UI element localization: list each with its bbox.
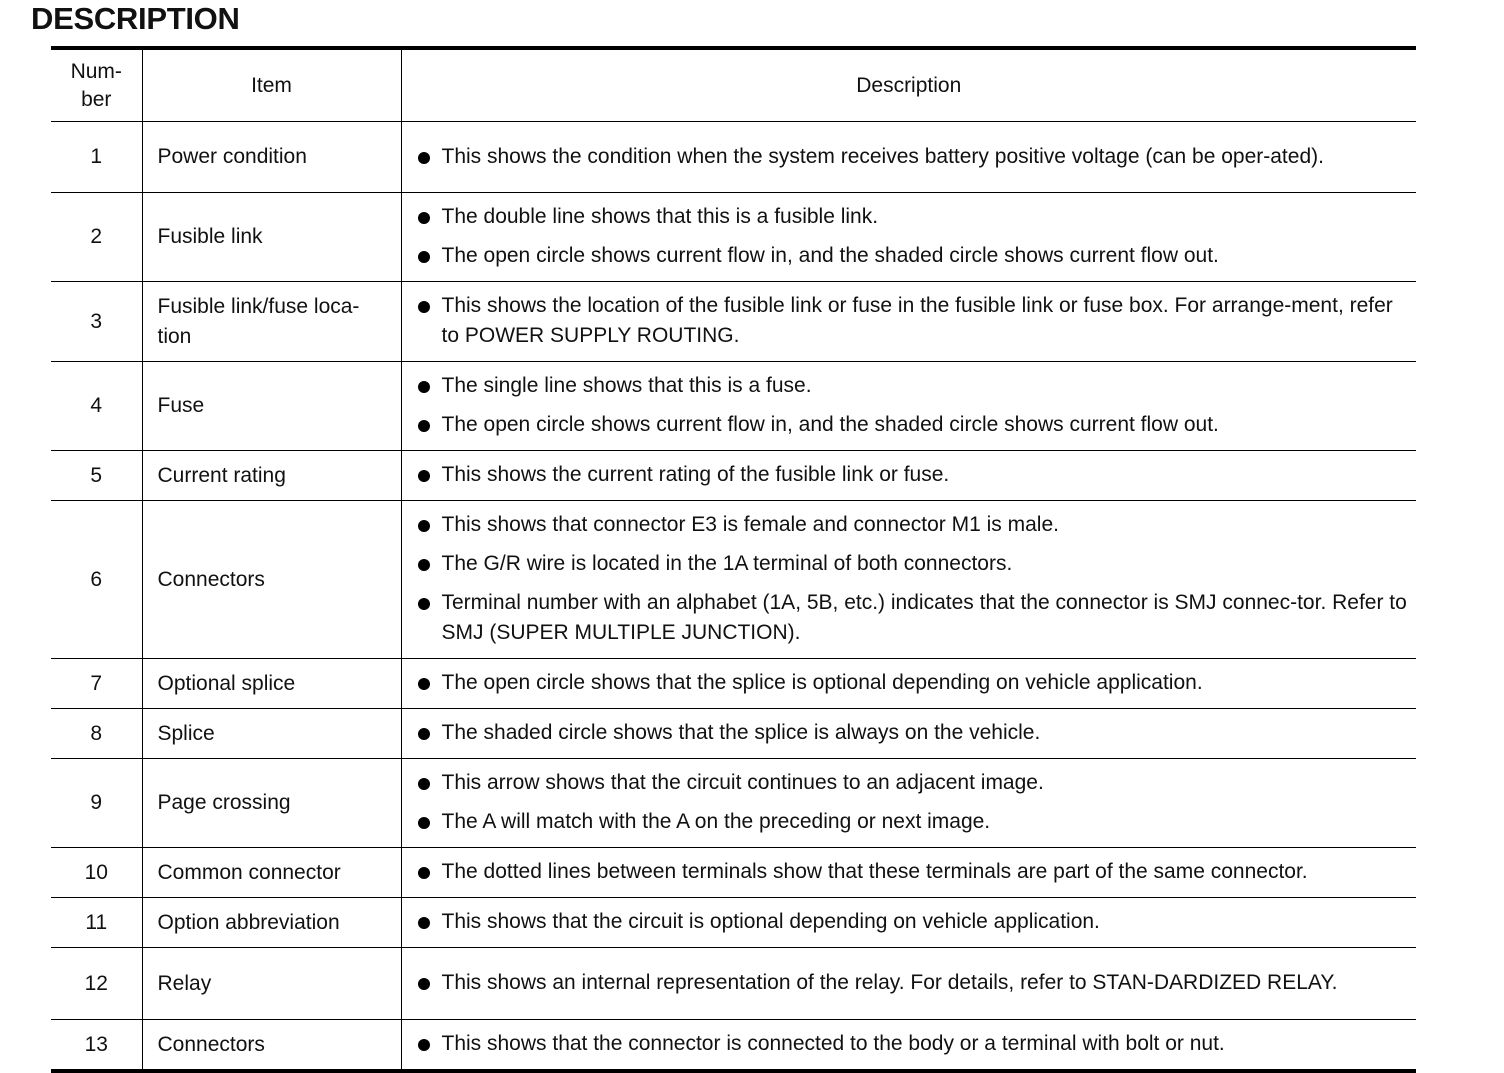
bullet-item [418,668,1409,698]
table-row [51,709,1416,759]
row-number: 13 [51,1020,142,1072]
row-number: 9 [51,759,142,848]
bullet-list [418,968,1409,998]
description-table [51,46,1416,1073]
bullet-list [418,371,1409,440]
bullet-text: The dotted lines between terminals show that these terminals are part of the same connector. [441,860,1308,883]
table-row [51,451,1416,501]
bullet-list [418,907,1409,937]
row-number: 12 [51,948,142,1020]
row-item: Page crossing [142,759,401,848]
header-number-label: Num- ber [70,59,122,111]
header-description: Description [401,48,1416,122]
bullet-dot-icon [418,520,430,532]
row-description [401,948,1416,1020]
bullet-dot-icon [418,728,430,740]
bullet-dot-icon [418,420,430,432]
row-description [401,1020,1416,1072]
row-number: 7 [51,659,142,709]
bullet-item [418,510,1409,540]
table-row [51,898,1416,948]
row-item: Fuse [142,362,401,451]
bullet-text: This shows that the circuit is optional depending on vehicle application. [441,910,1100,933]
table-row [51,362,1416,451]
bullet-dot-icon [418,212,430,224]
row-description [401,451,1416,501]
bullet-dot-icon [418,559,430,571]
row-item: Power condition [142,122,401,193]
row-number: 6 [51,501,142,659]
description-table-container [51,46,1416,1073]
bullet-dot-icon [418,470,430,482]
table-row [51,659,1416,709]
bullet-text: This shows an internal representation of the relay. For details, refer to STAN-DARDIZED RELAY. [441,971,1338,994]
bullet-text: The double line shows that this is a fusible link. [441,205,879,228]
table-row [51,848,1416,898]
page-title: DESCRIPTION [31,1,240,36]
bullet-item [418,291,1409,351]
bullet-item [418,857,1409,887]
bullet-text: The open circle shows current flow in, and the shaded circle shows current flow out. [441,413,1219,436]
bullet-text: This shows the condition when the system receives battery positive voltage (can be oper-ated). [441,144,1324,168]
bullet-text: The single line shows that this is a fuse. [441,374,812,397]
row-item: Relay [142,948,401,1020]
row-description [401,848,1416,898]
bullet-item [418,241,1409,271]
header-item: Item [142,48,401,122]
row-number: 8 [51,709,142,759]
bullet-text: This shows the location of the fusible link or fuse in the fusible link or fuse box. For arrange-ment, refer to POWER SUPPLY ROUTING. [441,294,1393,347]
bullet-item [418,142,1409,172]
bullet-dot-icon [418,1039,430,1051]
bullet-text: The G/R wire is located in the 1A terminal of both connectors. [441,552,1013,575]
row-number: 11 [51,898,142,948]
table-body [51,122,1416,1072]
bullet-list [418,1029,1409,1059]
row-description [401,362,1416,451]
row-description [401,898,1416,948]
bullet-text: Terminal number with an alphabet (1A, 5B, etc.) indicates that the connector is SMJ connec-tor. Refer to SMJ (SUPER MULTIPLE JUNCTION). [441,591,1407,644]
bullet-dot-icon [418,978,430,990]
row-item: Common connector [142,848,401,898]
bullet-list [418,291,1409,351]
row-item: Splice [142,709,401,759]
bullet-item [418,768,1409,798]
bullet-text: The A will match with the A on the preceding or next image. [441,810,991,833]
table-row [51,193,1416,282]
bullet-dot-icon [418,817,430,829]
bullet-item [418,371,1409,401]
row-description [401,759,1416,848]
bullet-list [418,510,1409,648]
bullet-item [418,410,1409,440]
row-description [401,122,1416,193]
bullet-item [418,807,1409,837]
bullet-item [418,718,1409,748]
bullet-dot-icon [418,867,430,879]
bullet-list [418,202,1409,271]
row-item: Option abbreviation [142,898,401,948]
bullet-dot-icon [418,678,430,690]
bullet-text: This arrow shows that the circuit continues to an adjacent image. [441,771,1044,794]
row-description [401,709,1416,759]
row-item: Current rating [142,451,401,501]
bullet-list [418,857,1409,887]
table-row [51,1020,1416,1072]
row-item: Fusible link [142,193,401,282]
row-item: Connectors [142,501,401,659]
bullet-dot-icon [418,381,430,393]
bullet-list [418,718,1409,748]
row-item: Fusible link/fuse loca-tion [142,282,401,362]
table-row [51,122,1416,193]
header-number [51,48,142,122]
bullet-item [418,968,1409,998]
bullet-list [418,460,1409,490]
bullet-dot-icon [418,301,430,313]
bullet-text: The shaded circle shows that the splice is always on the vehicle. [441,721,1041,744]
table-row [51,948,1416,1020]
bullet-list [418,668,1409,698]
bullet-list [418,142,1409,172]
row-item: Connectors [142,1020,401,1072]
bullet-dot-icon [418,778,430,790]
row-number: 5 [51,451,142,501]
row-number: 3 [51,282,142,362]
bullet-list [418,768,1409,837]
bullet-item [418,907,1409,937]
row-description [401,193,1416,282]
row-description [401,659,1416,709]
header-row [51,48,1416,122]
table-row [51,759,1416,848]
bullet-dot-icon [418,152,430,164]
bullet-text: The open circle shows that the splice is optional depending on vehicle application. [441,671,1203,694]
bullet-item [418,588,1409,648]
bullet-text: The open circle shows current flow in, and the shaded circle shows current flow out. [441,244,1219,267]
bullet-item [418,202,1409,232]
bullet-item [418,1029,1409,1059]
row-number: 1 [51,122,142,193]
bullet-text: This shows that the connector is connected to the body or a terminal with bolt or nut. [441,1032,1225,1055]
row-item: Optional splice [142,659,401,709]
bullet-text: This shows that connector E3 is female and connector M1 is male. [441,513,1059,536]
table-row [51,501,1416,659]
bullet-dot-icon [418,251,430,263]
row-description [401,501,1416,659]
row-description [401,282,1416,362]
bullet-dot-icon [418,917,430,929]
bullet-item [418,549,1409,579]
row-number: 4 [51,362,142,451]
bullet-dot-icon [418,598,430,610]
row-number: 10 [51,848,142,898]
bullet-item [418,460,1409,490]
table-row [51,282,1416,362]
row-number: 2 [51,193,142,282]
bullet-text: This shows the current rating of the fusible link or fuse. [441,463,950,486]
